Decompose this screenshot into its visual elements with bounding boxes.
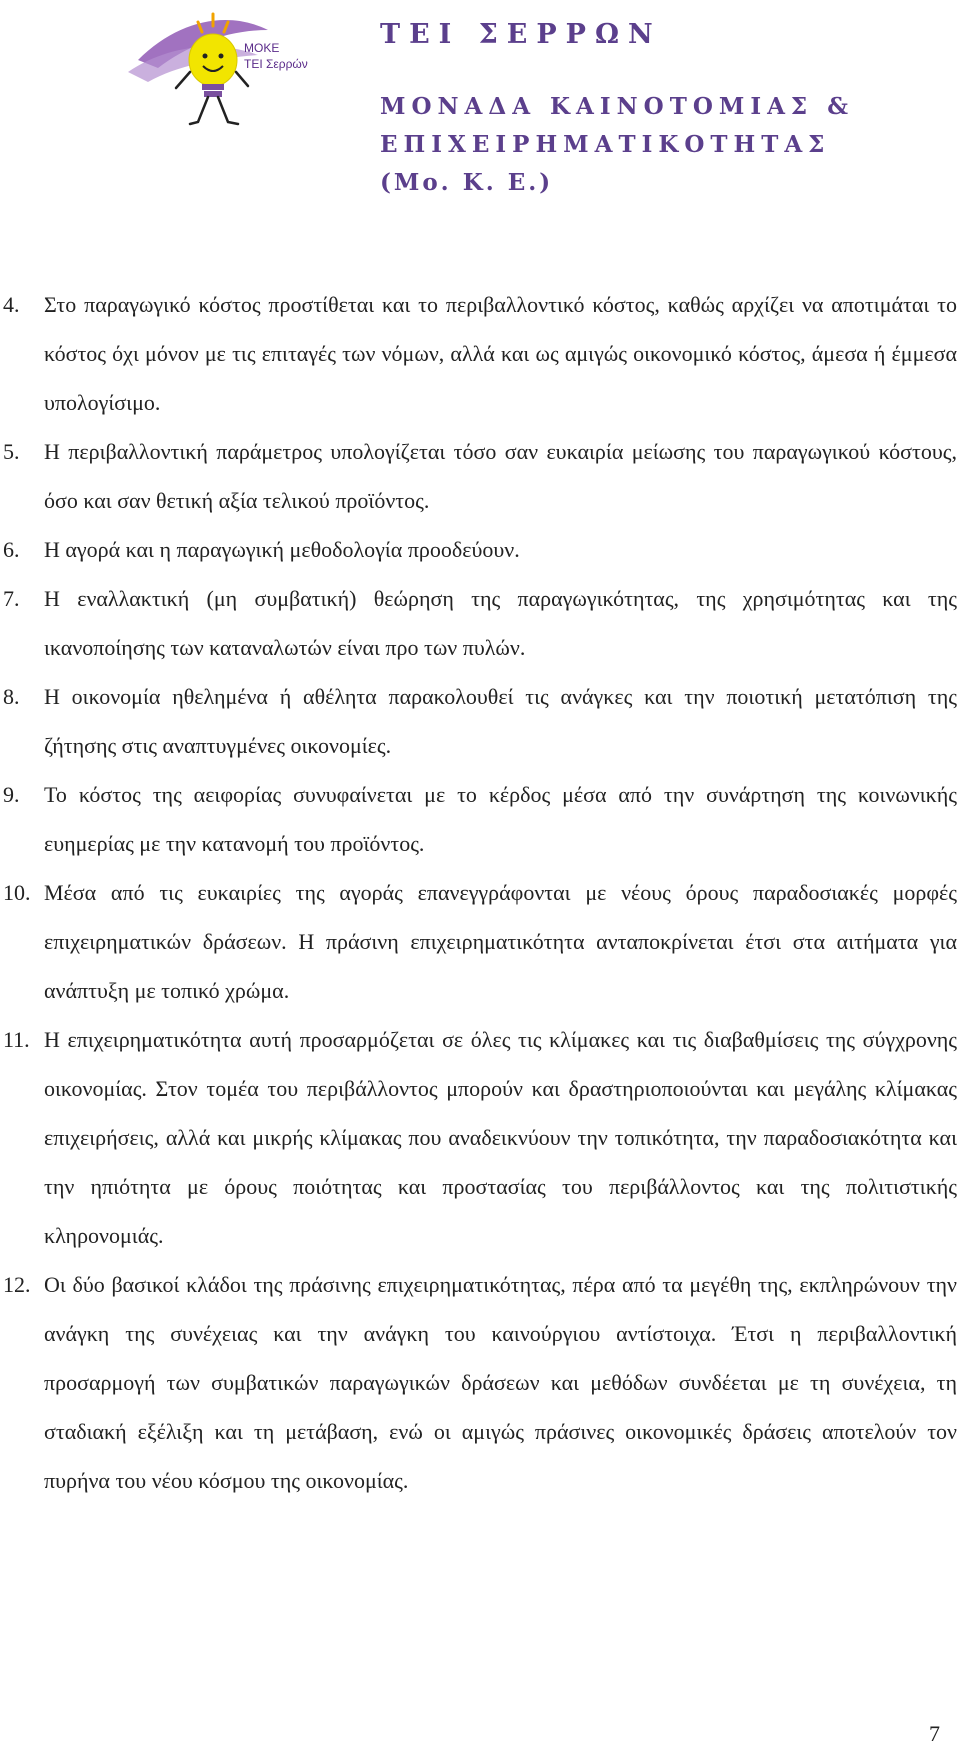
unit-abbreviation: (Μο. Κ. Ε.) [380, 169, 554, 196]
list-item [0, 525, 957, 574]
item-text: Η εναλλακτική (μη συμβατική) θεώρηση της παραγωγικότητας, της χρησιμότητας και της ικανοποίησης των καταναλωτών είναι προ των πυλών. [44, 586, 957, 660]
item-text: Η οικονομία ηθελημένα ή αθέλητα παρακολουθεί τις ανάγκες και την ποιοτική μετατόπιση της ζήτησης στις αναπτυγμένες οικονομίες. [44, 684, 957, 758]
list-item [0, 280, 957, 427]
logo-text [244, 40, 334, 72]
list-item [0, 427, 957, 525]
item-number: 5. [3, 439, 20, 464]
unit-title-line1: ΜΟΝΑΔΑ ΚΑΙΝΟΤΟΜΙΑΣ & [380, 93, 854, 120]
item-text: Η αγορά και η παραγωγική μεθοδολογία προοδεύουν. [44, 537, 520, 562]
item-text: Το κόστος της αειφορίας συνυφαίνεται με το κέρδος μέσα από την συνάρτηση της κοινωνικής ευημερίας με την κατανομή του προϊόντος. [44, 782, 957, 856]
page-header [0, 0, 960, 210]
list-item [0, 574, 957, 672]
item-number: 11. [3, 1027, 30, 1052]
item-number: 4. [3, 292, 20, 317]
logo-line2: ΤΕΙ Σερρών [244, 57, 308, 71]
item-number: 8. [3, 684, 20, 709]
item-number: 12. [3, 1272, 31, 1297]
item-text: Μέσα από τις ευκαιρίες της αγοράς επανεγγράφονται με νέους όρους παραδοσιακές μορφές επιχειρηματικών δράσεων. Η πράσινη επιχειρηματικότητα ανταποκρίνεται έτσι στα αιτήματα για ανάπτυξη με τοπικό χρώμα. [44, 880, 957, 1003]
list-item [0, 868, 957, 1015]
item-number: 6. [3, 537, 20, 562]
item-text: Η επιχειρηματικότητα αυτή προσαρμόζεται σε όλες τις κλίμακες και τις διαβαθμίσεις της σύγχρονης οικονομίας. Στον τομέα του περιβάλλοντος μπορούν και δραστηριοποιούνται και μεγάλης κλίμακας επιχειρήσεις, αλλά και μικρής κλίμακας που αναδεικνύουν την τοπικότητα, την παραδοσιακότητα και την ηπιότητα με όρους ποιότητας και προστασίας του περιβάλλοντος και της πολιτιστικής κληρονομιάς. [44, 1027, 957, 1248]
list-item [0, 1260, 957, 1505]
header-title-block [380, 18, 854, 200]
logo-line1: ΜΟΚΕ [244, 41, 280, 55]
item-text: Η περιβαλλοντική παράμετρος υπολογίζεται τόσο σαν ευκαιρία μείωσης του παραγωγικού κόστους, όσο και σαν θετική αξία τελικού προϊόντος. [44, 439, 957, 513]
item-text: Στο παραγωγικό κόστος προστίθεται και το περιβαλλοντικό κόστος, καθώς αρχίζει να αποτιμάται το κόστος όχι μόνον με τις επιταγές των νόμων, αλλά και ως αμιγώς οικονομικό κόστος, άμεσα ή έμμεσα υπολογίσιμο. [44, 292, 957, 415]
list-item [0, 1015, 957, 1260]
list-item [0, 672, 957, 770]
institution-title: ΤΕΙ ΣΕΡΡΩΝ [380, 19, 662, 50]
page-number: 7 [929, 1721, 940, 1746]
moke-logo [118, 0, 338, 130]
unit-title-line2: ΕΠΙΧΕΙΡΗΜΑΤΙΚΟΤΗΤΑΣ [380, 131, 831, 158]
item-number: 10. [3, 880, 31, 905]
list-item [0, 770, 957, 868]
item-number: 9. [3, 782, 20, 807]
numbered-list [0, 280, 960, 1505]
item-text: Οι δύο βασικοί κλάδοι της πράσινης επιχειρηματικότητας, πέρα από τα μεγέθη της, εκπληρώνουν την ανάγκη της συνέχειας και την ανάγκη του καινούργιου αντίστοιχα. Έτσι η περιβαλλοντική προσαρμογή των συμβατικών παραγωγικών δράσεων και μεθόδων συνδέεται με τη συνέχεια, τη σταδιακή εξέλιξη και τη μετάβαση, ενώ οι αμιγώς πράσινες οικονομικές δράσεις αποτελούν τον πυρήνα του νέου κόσμου της οικονομίας. [44, 1272, 957, 1493]
item-number: 7. [3, 586, 20, 611]
